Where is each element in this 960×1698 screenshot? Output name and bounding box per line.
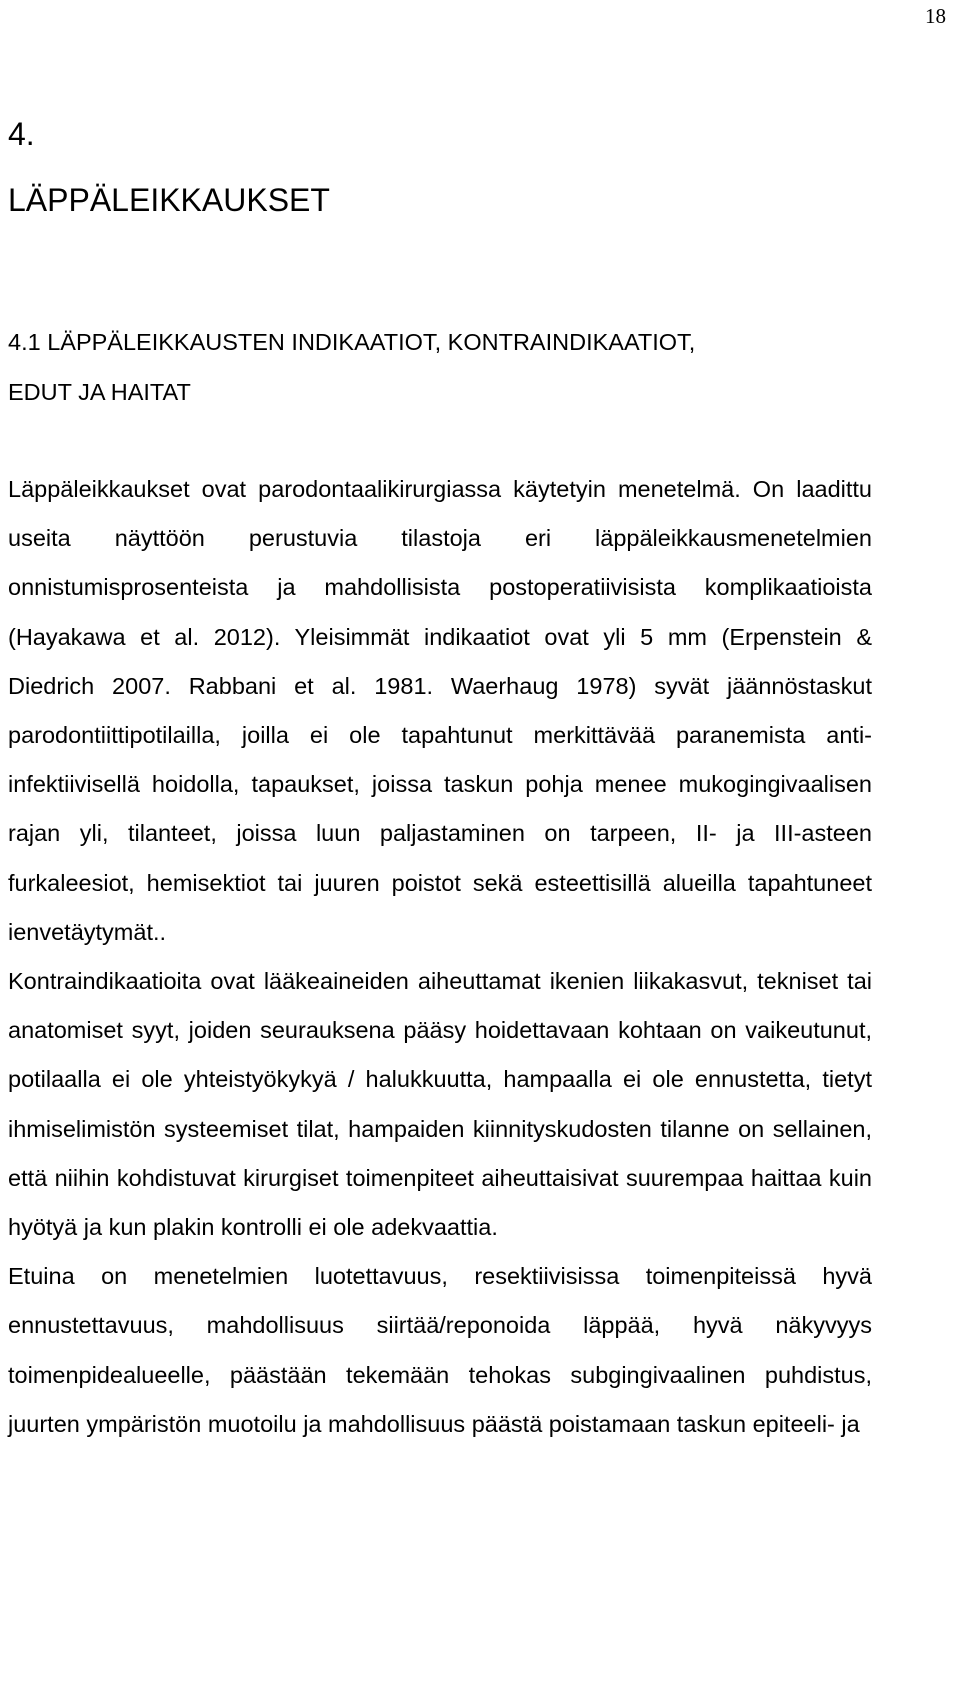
paragraph-indications: Läppäleikkaukset ovat parodontaalikirurgiassa käytetyin menetelmä. On laadittu useita näyttöön perustuvia tilastoja eri läppäleikkausmenetelmien onnistumisprosenteista ja mahdollisista postoperatiivisista komplikaatioista (Hayakawa et al. 2012). Yleisimmät indikaatiot ovat yli 5 mm (Erpenstein & Diedrich 2007. Rabbani et al. 1981. Waerhaug 1978) syvät jäännöstaskut parodontiittipotilailla, joilla ei ole tapahtunut merkittävää paranemista anti-infektiivisellä hoidolla, tapaukset, joissa taskun pohja menee mukogingivaalisen rajan yli, tilanteet, joissa luun paljastaminen on tarpeen, II- ja III-asteen furkaleesiot, hemisektiot tai juuren poistot sekä esteettisillä alueilla tapahtuneet ienvetäytymät.. bbox=[8, 476, 872, 945]
chapter-title: LÄPPÄLEIKKAUKSET bbox=[8, 182, 330, 218]
body-text bbox=[8, 465, 872, 1449]
section-heading-line-1: 4.1 LÄPPÄLEIKKAUSTEN INDIKAATIOT, KONTRAINDIKAATIOT, bbox=[8, 329, 696, 355]
paragraph-contraindications: Kontraindikaatioita ovat lääkeaineiden aiheuttamat ikenien liikakasvut, tekniset tai anatomiset syyt, joiden seurauksena pääsy hoidettavaan kohtaan on vaikeutunut, potilaalla ei ole yhteistyökykyä / halukkuutta, hampaalla ei ole ennustetta, tietyt ihmiselimistön systeemiset tilat, hampaiden kiinnityskudosten tilanne on sellainen, että niihin kohdistuvat kirurgiset toimenpiteet aiheuttaisivat suurempaa haittaa kuin hyötyä ja kun plakin kontrolli ei ole adekvaattia. bbox=[8, 968, 872, 1241]
section-heading bbox=[8, 317, 908, 417]
chapter-number: 4. bbox=[8, 116, 35, 152]
page-number: 18 bbox=[925, 4, 946, 28]
paragraph-advantages: Etuina on menetelmien luotettavuus, resektiivisissa toimenpiteissä hyvä ennustettavuus, mahdollisuus siirtää/reponoida läppää, hyvä näkyvyys toimenpidealueelle, päästään tekemään tehokas subgingivaalinen puhdistus, juurten ympäristön muotoilu ja mahdollisuus päästä poistamaan taskun epiteeli- ja bbox=[8, 1263, 872, 1437]
section-heading-line-2: EDUT JA HAITAT bbox=[8, 379, 191, 405]
